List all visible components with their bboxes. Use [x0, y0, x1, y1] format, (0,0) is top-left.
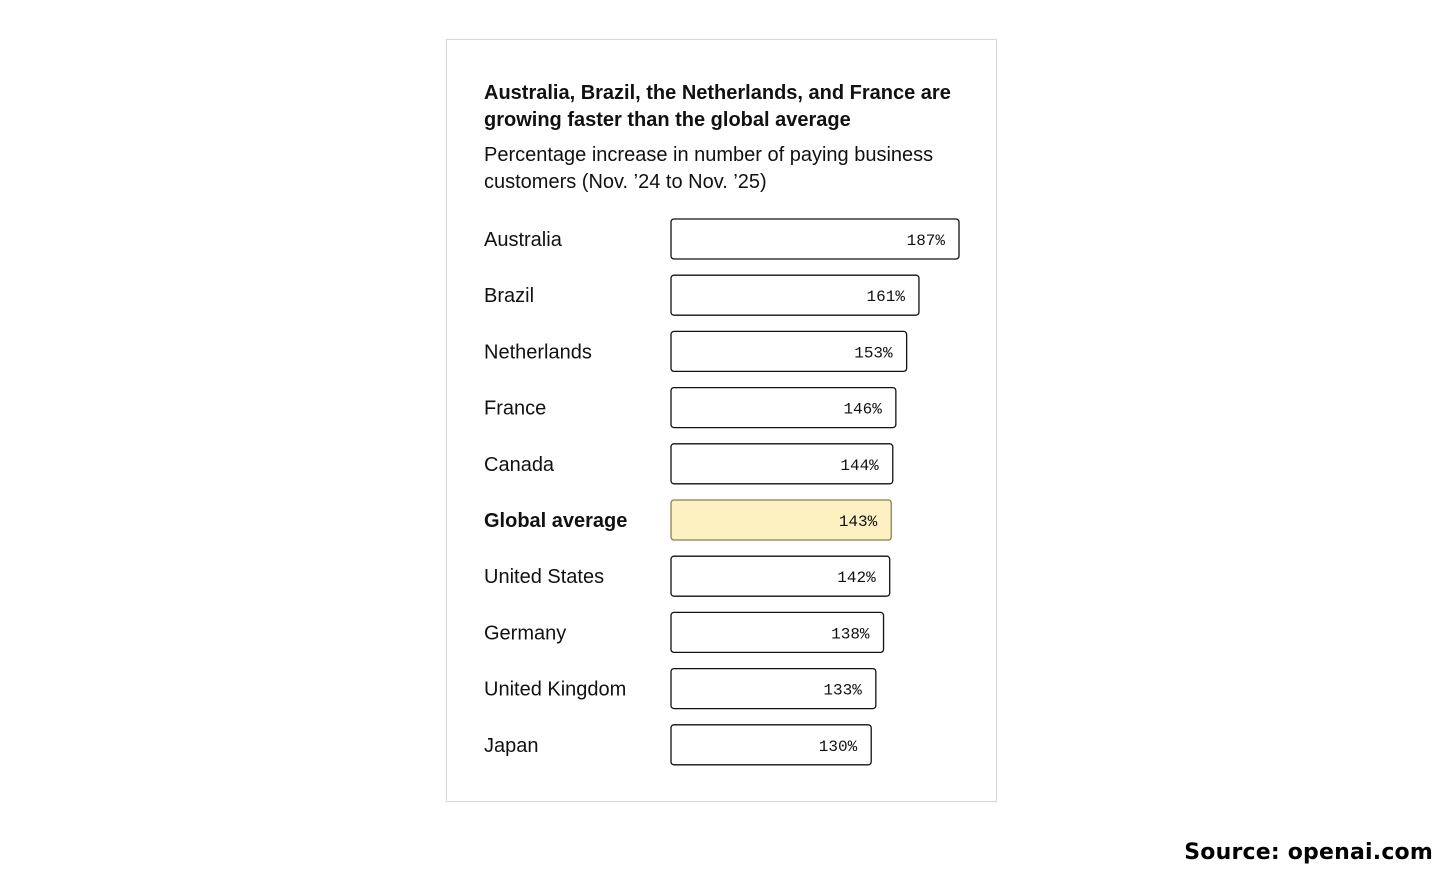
- bar-row: [484, 612, 884, 652]
- category-label: France: [484, 397, 547, 420]
- value-label: 130%: [818, 737, 858, 756]
- value-label: 153%: [854, 344, 893, 363]
- value-label: 146%: [843, 400, 882, 419]
- value-label: 138%: [831, 625, 870, 644]
- value-label: 187%: [906, 232, 945, 250]
- category-label: Germany: [484, 622, 567, 645]
- bar-row: [484, 725, 871, 765]
- bar-row: [484, 331, 907, 371]
- bar-row: [484, 556, 890, 596]
- chart-subtitle: Percentage increase in number of paying business customers (Nov. ’24 to Nov. ’25): [484, 144, 934, 193]
- category-label: Brazil: [484, 285, 535, 308]
- value-label: 161%: [866, 288, 905, 307]
- category-label: United States: [484, 566, 605, 589]
- bar-row: [484, 669, 876, 709]
- category-label: Japan: [484, 734, 539, 757]
- category-label: Global average: [484, 510, 628, 532]
- bar-row: [484, 500, 891, 540]
- category-label: United Kingdom: [484, 678, 627, 701]
- bar-row: [484, 219, 959, 259]
- value-label: 144%: [840, 456, 879, 475]
- value-label: 133%: [823, 681, 862, 700]
- source-credit: Source: openai.com: [1184, 840, 1433, 865]
- bar-row: [484, 275, 919, 315]
- bar-row: [484, 444, 893, 484]
- chart-title: Australia, Brazil, the Netherlands, and France are growing faster than the global average: [484, 82, 951, 131]
- value-label: 142%: [837, 569, 876, 588]
- chart-card: [446, 39, 997, 802]
- category-label: Netherlands: [484, 341, 592, 364]
- bar-chart: [447, 40, 998, 803]
- category-label: Canada: [484, 453, 555, 476]
- value-label: 143%: [838, 513, 878, 531]
- bar-row: [484, 388, 896, 428]
- category-label: Australia: [484, 229, 562, 251]
